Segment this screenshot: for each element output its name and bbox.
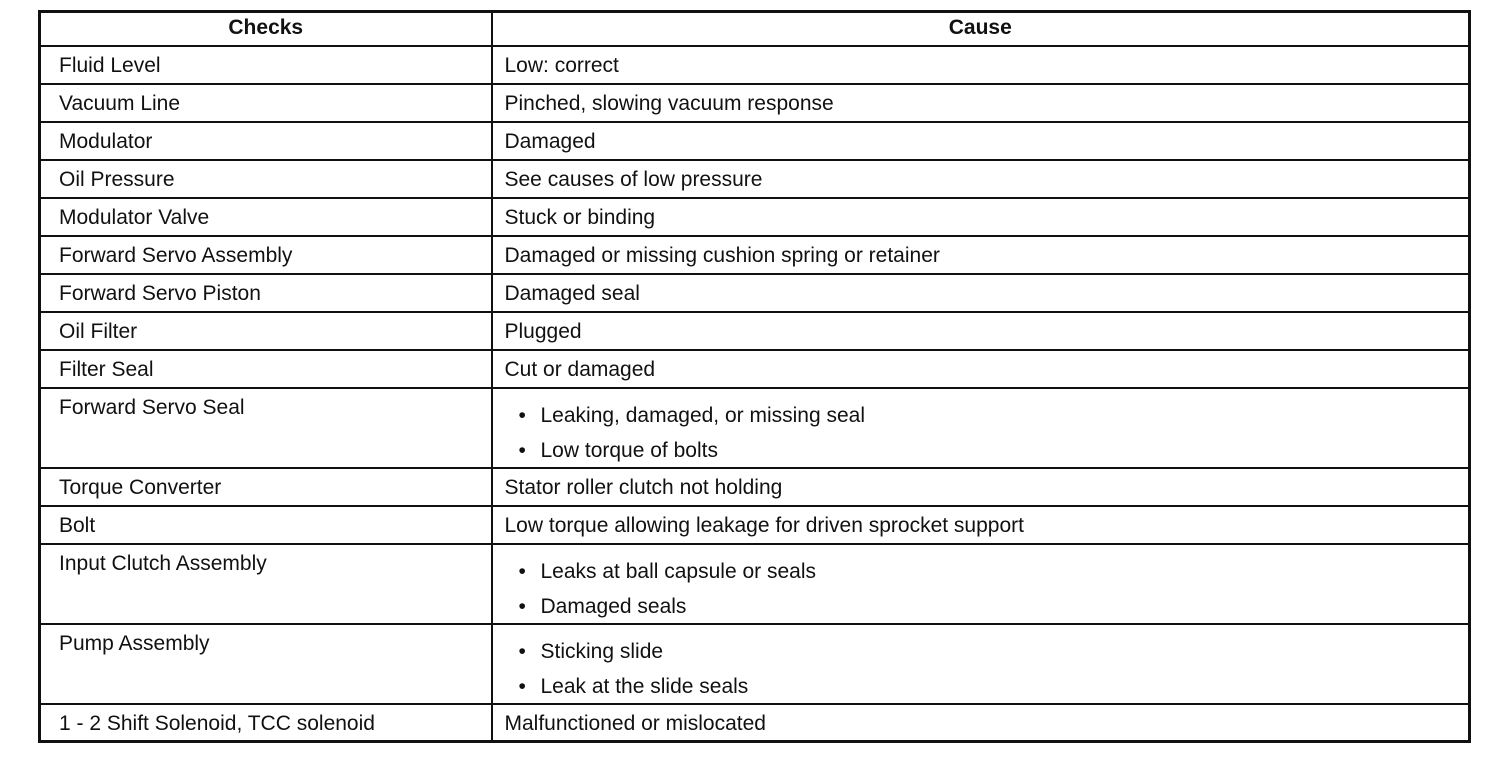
cause-bullet-list <box>505 560 1459 619</box>
table-row <box>40 312 1470 350</box>
check-cell: Oil Filter <box>40 312 492 350</box>
check-cell: Fluid Level <box>40 46 492 84</box>
check-cell: Torque Converter <box>40 468 492 506</box>
cause-cell: See causes of low pressure <box>492 160 1470 198</box>
table-row <box>40 122 1470 160</box>
bullet-icon: • <box>518 559 526 583</box>
cause-bullet-list <box>505 404 1459 463</box>
table-header-row <box>40 12 1470 46</box>
table-row <box>40 624 1470 704</box>
check-cell: Forward Servo Piston <box>40 274 492 312</box>
table-row <box>40 704 1470 742</box>
check-cell: Oil Pressure <box>40 160 492 198</box>
cause-text: Low torque of bolts <box>540 438 718 462</box>
check-cell: Pump Assembly <box>40 624 492 704</box>
header-cause: Cause <box>492 12 1470 46</box>
cause-cell: Stuck or binding <box>492 198 1470 236</box>
check-cell: Forward Servo Seal <box>40 388 492 468</box>
bullet-icon: • <box>518 594 526 618</box>
check-cell: Filter Seal <box>40 350 492 388</box>
table-row <box>40 160 1470 198</box>
table-row <box>40 388 1470 468</box>
cause-cell: Plugged <box>492 312 1470 350</box>
bullet-icon: • <box>518 438 526 462</box>
table-row <box>40 198 1470 236</box>
table-row <box>40 468 1470 506</box>
table-body <box>40 46 1470 742</box>
cause-text: Leaks at ball capsule or seals <box>540 559 816 583</box>
cause-text: Sticking slide <box>540 639 664 663</box>
cause-cell: Damaged or missing cushion spring or retainer <box>492 236 1470 274</box>
list-item <box>519 595 1459 619</box>
cause-text: Leak at the slide seals <box>540 674 749 698</box>
cause-cell: Low torque allowing leakage for driven sprocket support <box>492 506 1470 544</box>
check-cell: Forward Servo Assembly <box>40 236 492 274</box>
cause-cell: Pinched, slowing vacuum response <box>492 84 1470 122</box>
list-item <box>519 439 1459 463</box>
bullet-icon: • <box>518 674 526 698</box>
list-item <box>519 640 1459 664</box>
cause-cell: Malfunctioned or mislocated <box>492 704 1470 742</box>
bullet-icon: • <box>518 639 526 663</box>
checks-cause-table <box>38 10 1471 743</box>
list-item <box>519 404 1459 428</box>
table-row <box>40 274 1470 312</box>
cause-text: Leaking, damaged, or missing seal <box>540 403 866 427</box>
check-cell: Input Clutch Assembly <box>40 544 492 624</box>
cause-cell: Damaged seal <box>492 274 1470 312</box>
check-cell: Vacuum Line <box>40 84 492 122</box>
cause-cell: Damaged <box>492 122 1470 160</box>
header-checks: Checks <box>40 12 492 46</box>
cause-cell: Low: correct <box>492 46 1470 84</box>
table-row <box>40 544 1470 624</box>
table-row <box>40 84 1470 122</box>
check-cell: Modulator Valve <box>40 198 492 236</box>
list-item <box>519 560 1459 584</box>
list-item <box>519 675 1459 699</box>
cause-cell: Stator roller clutch not holding <box>492 468 1470 506</box>
table-row <box>40 506 1470 544</box>
check-cell: Bolt <box>40 506 492 544</box>
cause-cell <box>492 388 1470 468</box>
check-cell: 1 - 2 Shift Solenoid, TCC solenoid <box>40 704 492 742</box>
table-row <box>40 350 1470 388</box>
check-cell: Modulator <box>40 122 492 160</box>
table-row <box>40 46 1470 84</box>
table-row <box>40 236 1470 274</box>
cause-cell <box>492 544 1470 624</box>
cause-text: Damaged seals <box>540 594 687 618</box>
cause-cell <box>492 624 1470 704</box>
bullet-icon: • <box>518 403 526 427</box>
cause-cell: Cut or damaged <box>492 350 1470 388</box>
cause-bullet-list <box>505 640 1459 699</box>
